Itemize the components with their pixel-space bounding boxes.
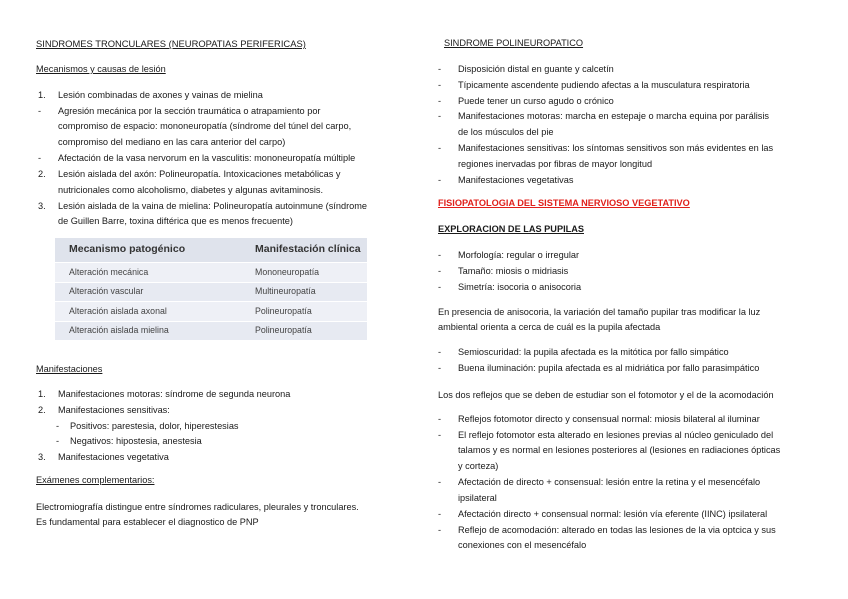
list-item [38, 450, 398, 466]
list-item [438, 109, 828, 140]
list-item [438, 475, 828, 506]
list-marker: - [38, 153, 42, 164]
list-item-line: Típicamente ascendente pudiendo afectas a la musculatura respiratoria [458, 79, 750, 90]
list-item-text [58, 199, 410, 230]
list-item-line: de los músculos del pie [458, 126, 554, 137]
list-marker: - [438, 281, 442, 292]
list-item-line: talamos y es normal en lesiones posteriores al (lesiones en radiaciones ópticas [458, 445, 781, 456]
list-item [438, 507, 828, 523]
list-item-line: El reflejo fotomotor esta alterado en lesiones previas al núcleo geniculado del [458, 429, 774, 440]
list-marker: 2. [38, 404, 46, 415]
list-item [438, 94, 828, 110]
list-item-text [70, 419, 416, 435]
table-cell: Mononeuropatía [241, 263, 367, 283]
list-item-text [58, 387, 398, 403]
list-item-text [458, 141, 828, 172]
list-marker: - [438, 508, 442, 519]
list-marker: - [438, 64, 442, 74]
list-item-text [458, 345, 828, 361]
list-item-text [458, 523, 828, 554]
list-item-text [70, 434, 416, 450]
anisocoria-text-line: ambiental orienta a cerca de cuál es la pupila afectada [438, 322, 661, 332]
mechanisms-heading: Mecanismos y causas de lesión [36, 64, 166, 74]
list-marker: 2. [38, 169, 46, 179]
list-item [56, 434, 416, 450]
list-item-line: Manifestaciones sensitivas: [58, 404, 170, 415]
list-item-line: Puede tener un curso agudo o crónico [458, 95, 614, 106]
list-item-line: de Guillen Barre, toxina diftérica que es menos frecuente) [58, 216, 293, 227]
list-marker: - [438, 362, 442, 373]
list-item-line: ipsilateral [458, 492, 497, 503]
list-marker: - [56, 436, 60, 447]
table-row [55, 263, 367, 283]
list-item-line: Manifestaciones motoras: síndrome de segunda neurona [58, 389, 291, 399]
vegetative-title: FISIOPATOLOGIA DEL SISTEMA NERVIOSO VEGETATIVO [438, 198, 690, 208]
list-item [438, 428, 828, 475]
table-cell: Alteración aislada axonal [55, 302, 241, 322]
list-item [438, 264, 828, 280]
list-item-text [458, 173, 828, 189]
list-marker: - [438, 347, 442, 357]
list-item-text [58, 88, 410, 104]
list-item-line: conexiones con el mesencéfalo [458, 540, 587, 551]
list-item-line: Buena iluminación: pupila afectada es al midriática por fallo parasimpático [458, 362, 760, 373]
list-item-line: Semioscuridad: la pupila afectada es la mitótica por fallo simpático [458, 347, 729, 357]
list-item-line: y corteza) [458, 460, 499, 471]
list-item-line: Lesión combinadas de axones y vainas de mielina [58, 90, 263, 100]
list-item-line: Manifestaciones vegetativa [58, 452, 169, 463]
polyneuropathy-title: SINDROME POLINEUROPATICO [444, 38, 584, 48]
list-item [438, 141, 828, 172]
list-item [438, 412, 828, 428]
list-item [438, 78, 828, 94]
list-item-text [458, 94, 828, 110]
list-item [38, 199, 410, 230]
list-item-line: Afectación directo + consensual normal: lesión vía eferente (IINC) ipsilateral [458, 508, 768, 519]
list-item-line: Negativos: hipostesia, anestesia [70, 436, 202, 447]
list-marker: 1. [38, 389, 46, 399]
list-item [38, 151, 410, 167]
list-item-line: Manifestaciones motoras: marcha en estepaje o marcha equina por parálisis [458, 111, 770, 122]
list-item-text [458, 428, 828, 475]
list-item [56, 419, 416, 435]
list-item-text [458, 475, 828, 506]
list-item [38, 387, 398, 403]
list-item-text [58, 403, 398, 419]
list-item [38, 403, 398, 419]
exams-heading: Exámenes complementarios: [36, 475, 155, 485]
list-marker: - [438, 524, 442, 535]
list-marker: - [438, 111, 442, 122]
reflex-text: Los dos reflejos que se deben de estudiar son el fotomotor y el de la acomodación [438, 390, 774, 400]
list-item-text [58, 151, 410, 167]
list-item-line: compromiso del mediano en las cara anterior del carpo) [58, 136, 286, 147]
page-title: SINDROMES TRONCULARES (NEUROPATIAS PERIFERICAS) [36, 38, 306, 49]
pupils-heading: EXPLORACION DE LAS PUPILAS [438, 224, 584, 234]
exams-text-line: Es fundamental para establecer el diagnostico de PNP [36, 517, 259, 527]
list-item-text [58, 167, 410, 198]
table-cell: Polineuropatía [241, 321, 367, 340]
table-cell: Alteración vascular [55, 282, 241, 302]
table-header: Manifestación clínica [241, 238, 367, 263]
exams-text-line: Electromiografía distingue entre síndromes radiculares, pleurales y tronculares. [36, 502, 359, 512]
table-row [55, 282, 367, 302]
list-item-line: Simetría: isocoria o anisocoria [458, 281, 582, 292]
list-marker: - [438, 174, 442, 185]
table-cell: Multineuropatía [241, 282, 367, 302]
list-item-text [458, 62, 828, 78]
list-marker: - [438, 79, 442, 90]
list-item-line: Reflejo de acomodación: alterado en todas las lesiones de la via optcica y sus [458, 524, 776, 535]
list-item-line: compromiso de espacio: mononeuropatía (síndrome del túnel del carpo, [58, 121, 352, 132]
list-item [438, 248, 828, 264]
list-item-line: Manifestaciones sensitivas: los síntomas sensitivos son más evidentes en las [458, 143, 774, 153]
list-item-line: Lesión aislada del axón: Polineuropatía. Intoxicaciones metabólicas y [58, 169, 341, 179]
list-item-text [458, 280, 828, 296]
list-item-line: Morfología: regular o irregular [458, 250, 580, 260]
list-item [438, 62, 828, 78]
list-item [438, 173, 828, 189]
list-marker: - [438, 250, 442, 260]
list-item [38, 88, 410, 104]
table-cell: Alteración mecánica [55, 263, 241, 283]
table-cell: Alteración aislada mielina [55, 321, 241, 340]
list-item-text [458, 109, 828, 140]
list-item-text [458, 264, 828, 280]
list-item-line: nutricionales como alcoholismo, diabetes y algunas avitaminosis. [58, 184, 324, 195]
list-item-text [58, 450, 398, 466]
list-item-line: Agresión mecánica por la sección traumática o atrapamiento por [58, 105, 321, 116]
list-item [38, 104, 410, 151]
list-item-line: regiones inervadas por fibras de mayor longitud [458, 158, 653, 169]
list-item-line: Positivos: parestesia, dolor, hiperestesias [70, 420, 239, 431]
list-item [438, 280, 828, 296]
list-item-text [458, 412, 828, 428]
list-item-text [458, 248, 828, 264]
list-item [438, 361, 828, 377]
manifestations-heading: Manifestaciones [36, 364, 103, 374]
list-marker: - [438, 414, 442, 424]
list-item [38, 167, 410, 198]
list-item-text [458, 78, 828, 94]
list-marker: - [438, 477, 442, 488]
table-header-row [55, 238, 367, 263]
table-cell: Polineuropatía [241, 302, 367, 322]
list-item-text [458, 507, 828, 523]
list-marker: - [438, 143, 442, 153]
list-item-line: Tamaño: miosis o midriasis [458, 265, 569, 276]
table-row [55, 321, 367, 340]
list-item [438, 345, 828, 361]
list-item-line: Reflejos fotomotor directo y consensual normal: miosis bilateral al iluminar [458, 414, 760, 424]
list-item [438, 523, 828, 554]
list-marker: - [38, 105, 42, 116]
mechanism-table [55, 238, 367, 340]
list-marker: - [438, 429, 442, 440]
list-marker: - [438, 265, 442, 276]
list-marker: - [438, 95, 442, 106]
anisocoria-text-line: En presencia de anisocoria, la variación del tamaño pupilar tras modificar la luz [438, 307, 761, 317]
list-marker: 3. [38, 452, 46, 463]
table-header: Mecanismo patogénico [55, 238, 241, 263]
list-item-line: Lesión aislada de la vaina de mielina: Polineuropatía autoinmune (síndrome [58, 200, 367, 211]
list-item-text [58, 104, 410, 151]
list-marker: - [56, 420, 60, 431]
list-item-text [458, 361, 828, 377]
list-item-line: Afectación de directo + consensual: lesión entre la retina y el mesencéfalo [458, 477, 761, 488]
list-item-line: Afectación de la vasa nervorum en la vasculitis: mononeuropatía múltiple [58, 153, 356, 164]
list-item-line: Manifestaciones vegetativas [458, 174, 574, 185]
list-marker: 3. [38, 200, 46, 211]
table-row [55, 302, 367, 322]
list-item-line: Disposición distal en guante y calcetín [458, 64, 614, 74]
list-marker: 1. [38, 90, 46, 100]
